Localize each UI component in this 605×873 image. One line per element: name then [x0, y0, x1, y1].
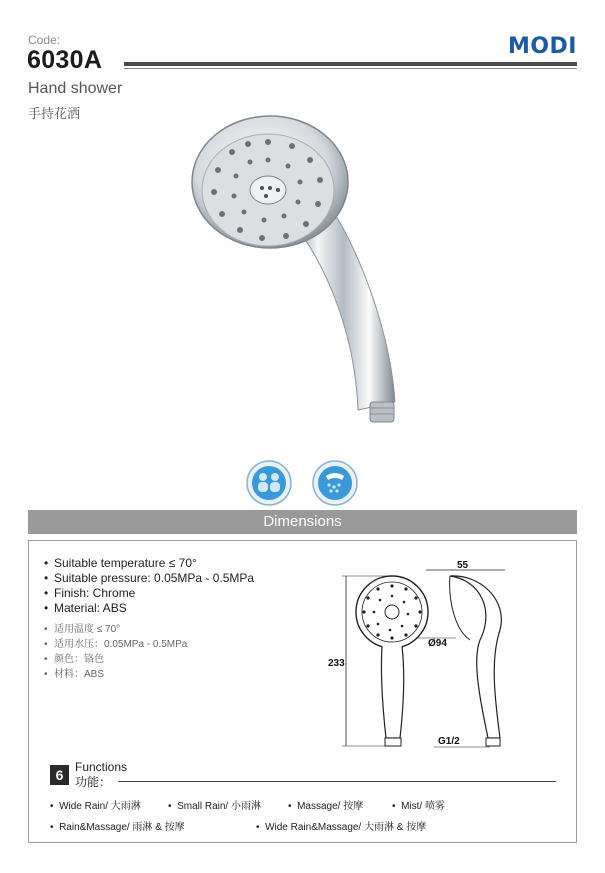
height-label: 233 — [328, 658, 345, 669]
functions-label-cn: 功能： — [75, 775, 112, 789]
spec-item-cn: • 材料：ABS — [44, 669, 105, 680]
functions-rule — [118, 781, 556, 782]
product-name-en: Hand shower — [28, 80, 123, 97]
product-name-cn: 手持花洒 — [28, 106, 81, 121]
header-rule — [124, 62, 577, 66]
function-item: • Wide Rain/ 大雨淋 — [50, 801, 141, 812]
functions-label-en: Functions — [75, 760, 128, 774]
spec-list-en — [44, 556, 254, 616]
spec-item: • Suitable pressure: 0.05MPa - 0.5MPa — [44, 571, 255, 585]
water-spray-icon — [312, 460, 358, 506]
spec-list-cn — [44, 622, 187, 682]
thread-label: G1/2 — [438, 736, 460, 747]
diameter-label: Ø94 — [428, 638, 447, 649]
function-item: • Wide Rain&Massage/ 大雨淋 & 按摩 — [256, 822, 427, 833]
dimension-drawing — [330, 560, 560, 760]
hand-shower-photo — [180, 112, 420, 442]
dimensions-title: Dimensions — [28, 510, 577, 534]
product-code: 6030A — [27, 46, 103, 74]
function-item: • Mist/ 喷雾 — [392, 801, 445, 812]
brand-logo: MODI — [507, 34, 577, 59]
code-label: Code: — [28, 33, 61, 47]
spec-item: • Suitable temperature ≤ 70° — [44, 556, 197, 570]
function-item: • Massage/ 按摩 — [288, 801, 364, 812]
function-item: • Rain&Massage/ 雨淋 & 按摩 — [50, 822, 185, 833]
spec-item: • Material: ABS — [44, 601, 127, 615]
spec-item-cn: • 颜色：铬色 — [44, 654, 104, 665]
header-rule-thin — [124, 68, 577, 69]
spec-item-cn: • 适用温度 ≤ 70° — [44, 624, 121, 635]
functions-count-badge: 6 — [50, 765, 69, 785]
people-icon — [246, 460, 292, 506]
spec-item: • Finish: Chrome — [44, 586, 136, 600]
width-label: 55 — [457, 560, 469, 571]
function-item: • Small Rain/ 小雨淋 — [168, 801, 261, 812]
spec-item-cn: • 适用水压：0.05MPa - 0.5MPa — [44, 639, 188, 650]
